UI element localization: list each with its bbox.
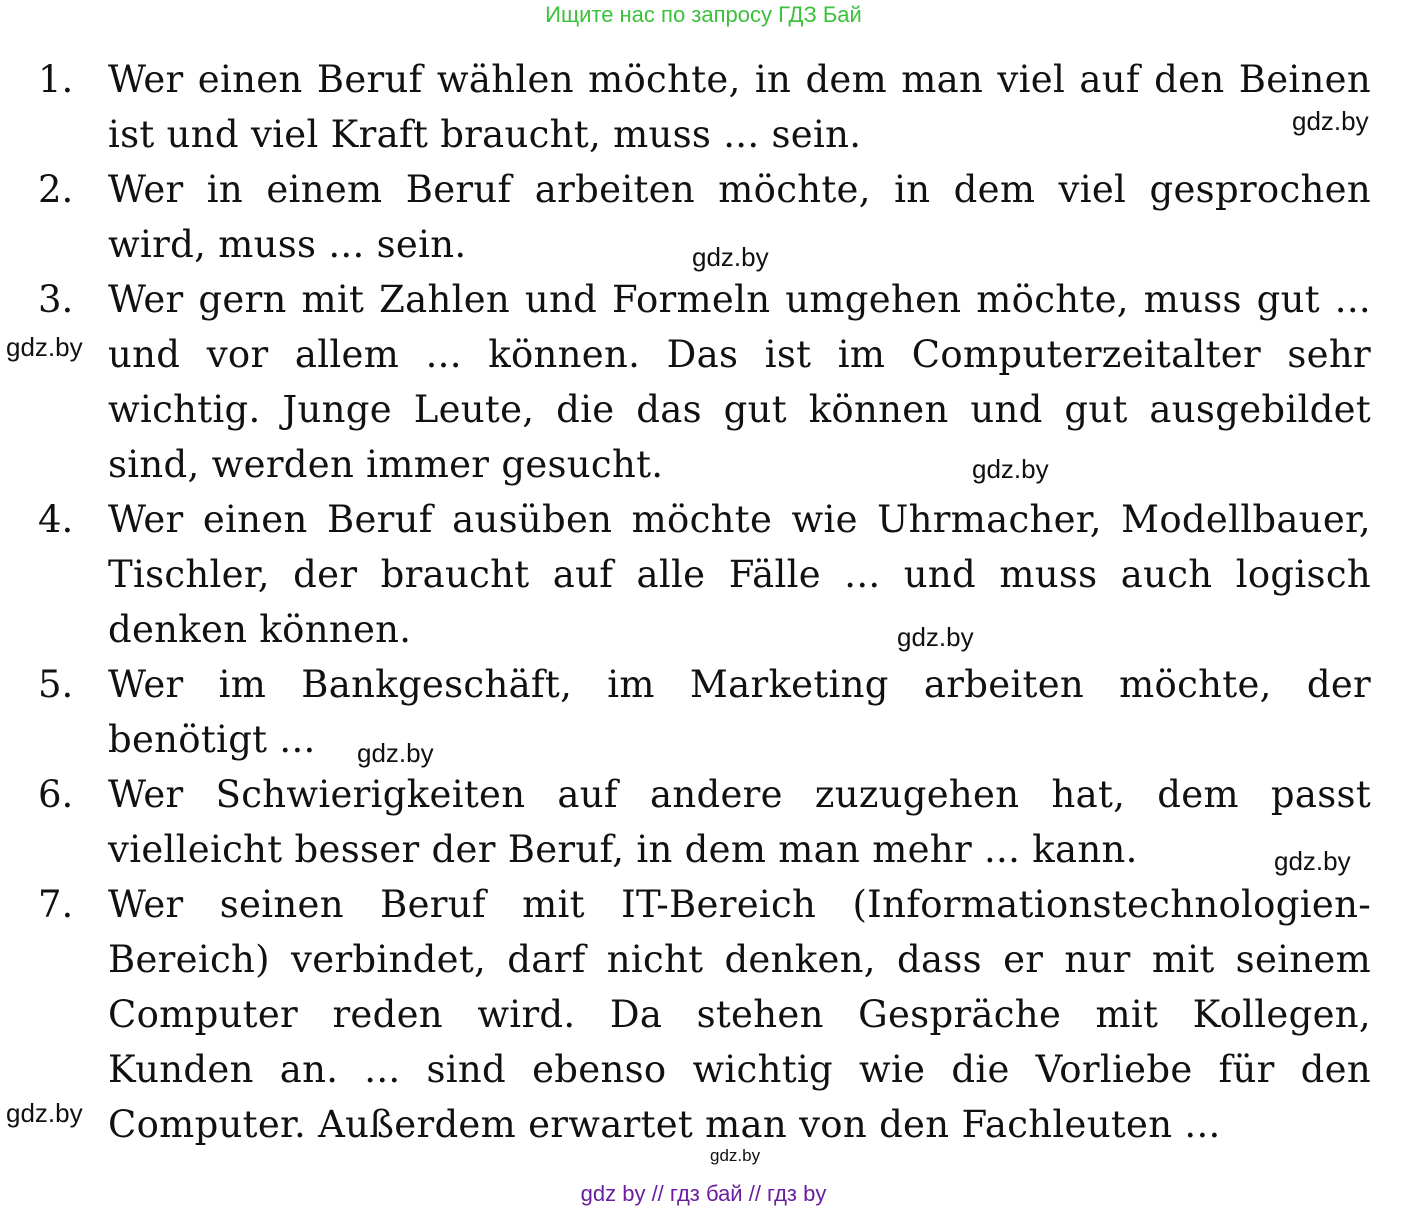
top-banner: Ищите нас по запросу ГДЗ Бай [545, 2, 862, 27]
item-number: 2. [38, 168, 74, 211]
item-text: Wer in einem Beruf arbeiten möchte, in dem viel gesprochen wird, muss ... sein. [108, 168, 1371, 266]
watermark: gdz.by [1292, 106, 1369, 136]
watermark: gdz.by [6, 1098, 83, 1128]
item-text: Wer Schwierigkeiten auf andere zuzugehen hat, dem passt vielleicht besser der Beruf, in dem man mehr ... kann. [108, 773, 1371, 871]
item-text: Wer einen Beruf ausüben möchte wie Uhrmacher, Modellbauer, Tischler, der braucht auf alle Fälle ... und muss auch logisch denken können. [108, 498, 1371, 651]
exercise-list [0, 52, 1407, 1152]
item-number: 4. [38, 498, 74, 541]
item-number: 7. [38, 883, 74, 926]
item-text: Wer einen Beruf wählen möchte, in dem man viel auf den Beinen ist und viel Kraft braucht, muss ... sein. [108, 58, 1371, 156]
list-item [0, 657, 1407, 767]
item-number: 3. [38, 278, 74, 321]
watermark: gdz.by [972, 454, 1049, 484]
watermark: gdz.by [710, 1146, 761, 1165]
list-item [0, 767, 1407, 877]
item-number: 5. [38, 663, 74, 706]
watermark: gdz.by [357, 738, 434, 768]
list-item [0, 52, 1407, 162]
watermark: gdz.by [897, 622, 974, 652]
list-item [0, 877, 1407, 1152]
watermark: gdz.by [1274, 846, 1351, 876]
item-text: Wer im Bankgeschäft, im Marketing arbeiten möchte, der benötigt ... [108, 663, 1371, 761]
item-text: Wer gern mit Zahlen und Formeln umgehen möchte, muss gut ... und vor allem ... können. Das ist im Computerzeitalter sehr wichtig. Junge Leute, die das gut können und gut ausgebildet sind, werden immer gesucht. [108, 278, 1371, 486]
watermark: gdz.by [692, 242, 769, 272]
item-number: 6. [38, 773, 74, 816]
footer-links: gdz by // гдз бай // гдз by [580, 1181, 827, 1206]
watermark: gdz.by [6, 332, 83, 362]
item-number: 1. [38, 58, 74, 101]
list-item [0, 272, 1407, 492]
item-text: Wer seinen Beruf mit IT-Bereich (Informationstechnologien-Bereich) verbindet, darf nicht denken, dass er nur mit seinem Computer reden wird. Da stehen Gespräche mit Kollegen, Kunden an. ... sind ebenso wichtig wie die Vorliebe für den Computer. Außerdem erwartet man von den Fachleuten ... [108, 883, 1371, 1146]
list-item [0, 492, 1407, 657]
